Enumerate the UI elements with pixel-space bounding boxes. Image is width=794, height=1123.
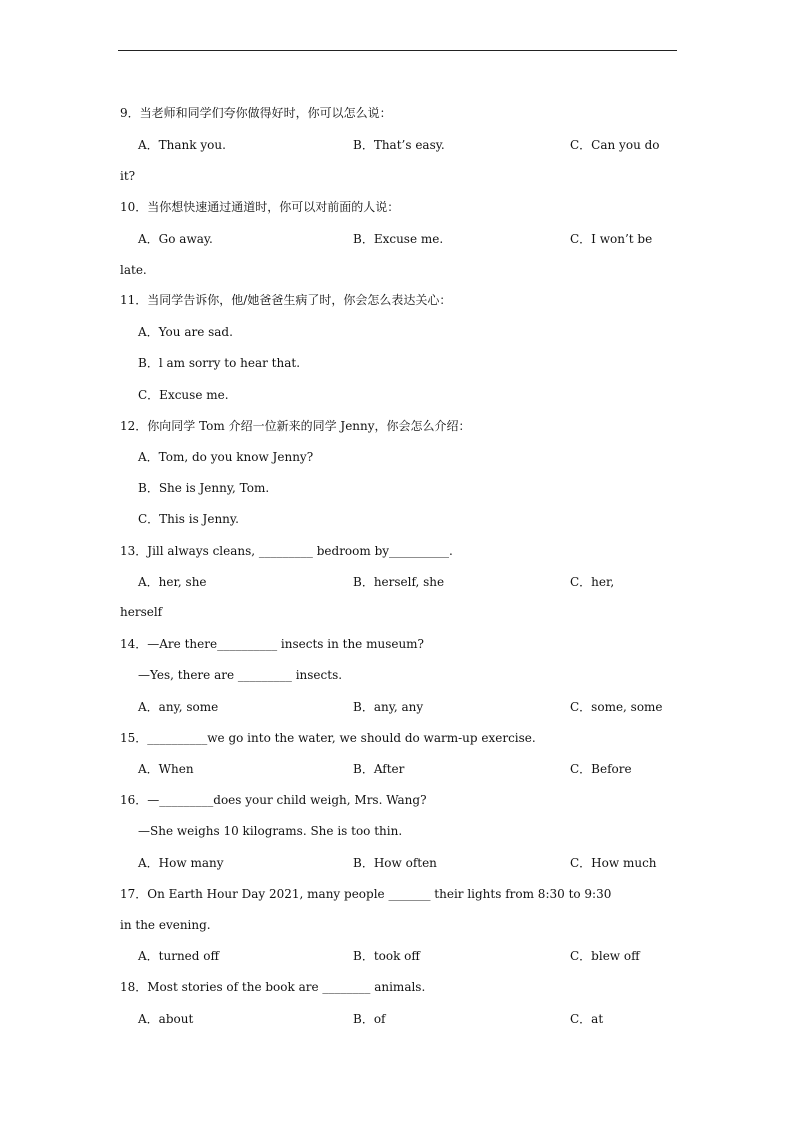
question-17-option-c: C．blew off xyxy=(570,949,640,963)
question-16-reply: —She weighs 10 kilograms. She is too thin. xyxy=(138,824,403,838)
question-12-stem: 12．你向同学 Tom 介绍一位新来的同学 Jenny，你会怎么介绍： xyxy=(120,419,471,433)
question-12-option-a: A．Tom, do you know Jenny? xyxy=(138,450,314,464)
question-14-stem: 14．—Are there__________ insects in the museum? xyxy=(120,637,424,651)
question-16-stem: 16．—_________does your child weigh, Mrs. Wang? xyxy=(120,793,427,807)
question-9-option-c-continued: it? xyxy=(120,169,136,183)
question-13-option-c: C．her, xyxy=(570,575,615,589)
question-17-stem: 17．On Earth Hour Day 2021, many people _______ their lights from 8:30 to 9:30 xyxy=(120,887,612,901)
question-15-option-b: B．After xyxy=(353,762,405,776)
question-10-option-c-continued: late. xyxy=(120,263,147,277)
question-11-option-a: A．You are sad. xyxy=(138,325,233,339)
question-15-option-c: C．Before xyxy=(570,762,632,776)
header-rule xyxy=(118,50,677,51)
question-15-stem: 15．__________we go into the water, we should do warm-up exercise. xyxy=(120,731,536,745)
question-16-option-c: C．How much xyxy=(570,856,657,870)
question-16-option-b: B．How often xyxy=(353,856,437,870)
question-18-option-c: C．at xyxy=(570,1012,604,1026)
question-16-option-a: A．How many xyxy=(138,856,224,870)
question-10-option-c: C．I won’t be xyxy=(570,232,653,246)
question-17-stem-continued: in the evening. xyxy=(120,918,211,932)
question-18-option-b: B．of xyxy=(353,1012,386,1026)
question-11-option-c: C．Excuse me. xyxy=(138,388,229,402)
question-13-option-c-continued: herself xyxy=(120,605,163,619)
question-14-option-a: A．any, some xyxy=(138,700,219,714)
question-18-stem: 18．Most stories of the book are ________ animals. xyxy=(120,980,426,994)
question-17-option-b: B．took off xyxy=(353,949,420,963)
question-10-option-b: B．Excuse me. xyxy=(353,232,444,246)
question-14-reply: —Yes, there are _________ insects. xyxy=(138,668,343,682)
question-9-option-c: C．Can you do xyxy=(570,138,660,152)
question-14-option-c: C．some, some xyxy=(570,700,663,714)
question-10-stem: 10．当你想快速通过通道时，你可以对前面的人说： xyxy=(120,200,400,214)
question-9-option-a: A．Thank you. xyxy=(138,138,226,152)
question-15-option-a: A．When xyxy=(138,762,194,776)
question-12-option-c: C．This is Jenny. xyxy=(138,512,239,526)
question-14-option-b: B．any, any xyxy=(353,700,424,714)
question-9-stem: 9．当老师和同学们夸你做得好时，你可以怎么说： xyxy=(120,106,392,120)
question-18-option-a: A．about xyxy=(138,1012,194,1026)
question-13-stem: 13．Jill always cleans, _________ bedroom by__________. xyxy=(120,544,453,558)
question-11-option-b: B．l am sorry to hear that. xyxy=(138,356,301,370)
question-17-option-a: A．turned off xyxy=(138,949,220,963)
question-9-option-b: B．That’s easy. xyxy=(353,138,445,152)
question-10-option-a: A．Go away. xyxy=(138,232,213,246)
question-12-option-b: B．She is Jenny, Tom. xyxy=(138,481,270,495)
question-13-option-b: B．herself, she xyxy=(353,575,445,589)
question-11-stem: 11．当同学告诉你，他/她爸爸生病了时，你会怎么表达关心： xyxy=(120,293,452,307)
question-13-option-a: A．her, she xyxy=(138,575,207,589)
